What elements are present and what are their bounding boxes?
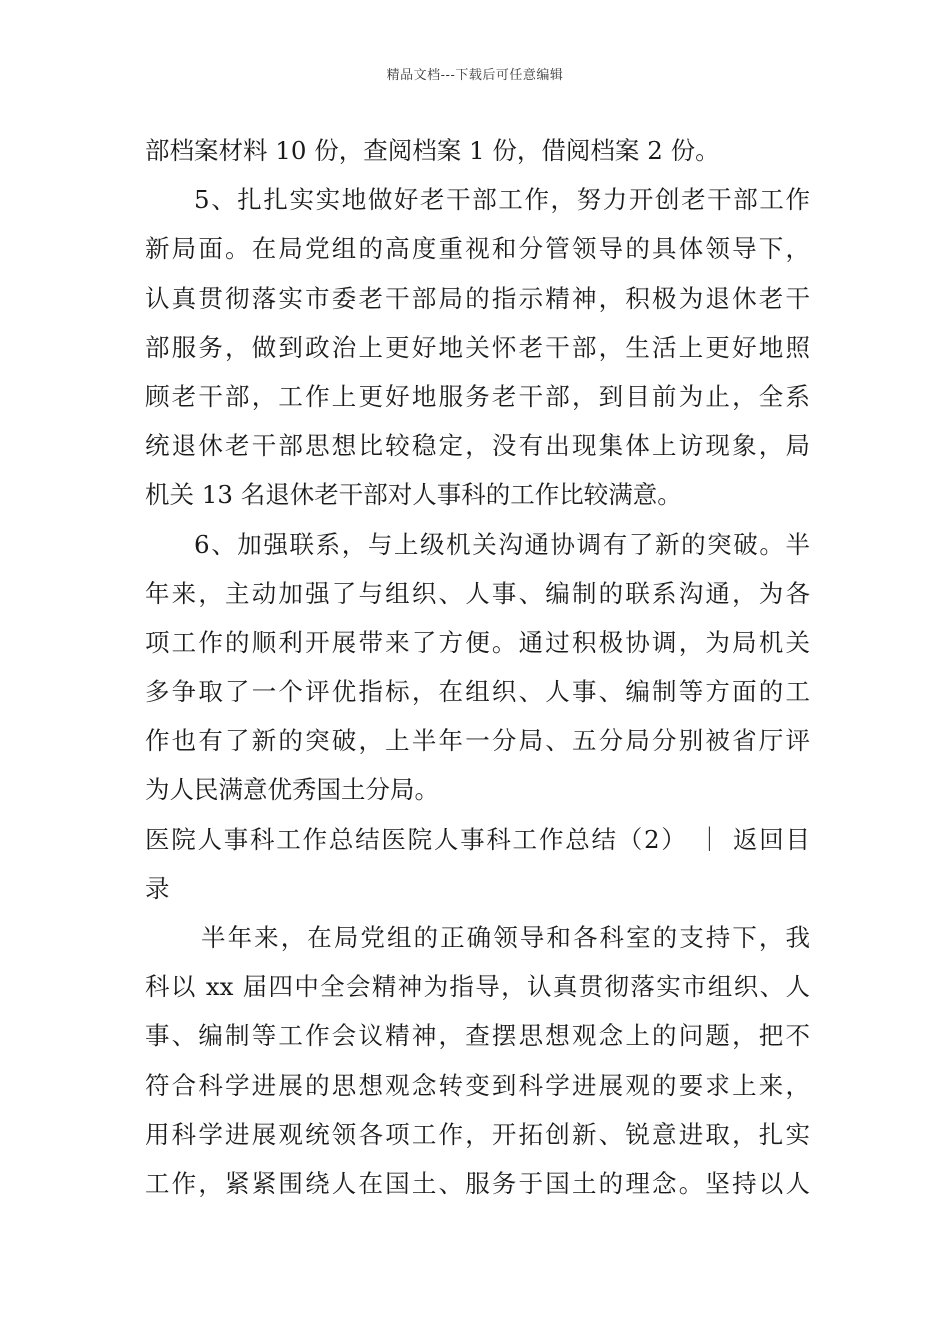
- text-line: 半年来，在局党组的正确领导和各科室的支持下，我: [201, 923, 810, 952]
- text-line: 符合科学进展的思想观念转变到科学进展观的要求上来，: [145, 1070, 810, 1100]
- text-line: 部服务，做到政治上更好地关怀老干部，生活上更好地照: [145, 332, 810, 362]
- text-line: 认真贯彻落实市委老干部局的指示精神，积极为退休老干: [145, 283, 810, 313]
- text-line: 新局面。在局党组的高度重视和分管领导的具体领导下，: [145, 234, 810, 264]
- text-line: 年来，主动加强了与组织、人事、编制的联系沟通，为各: [145, 578, 810, 608]
- text-line: 多争取了一个评优指标，在组织、人事、编制等方面的工: [145, 677, 810, 707]
- document-body: [145, 126, 810, 1208]
- text-line: 作也有了新的突破，上半年一分局、五分局分别被省厅评: [145, 726, 810, 756]
- text-line: 项工作的顺利开展带来了方便。通过积极协调，为局机关: [145, 627, 810, 657]
- text-line: 科以 xx 届四中全会精神为指导，认真贯彻落实市组织、人: [145, 972, 810, 1002]
- section-heading-link[interactable]: 医院人事科工作总结医院人事科工作总结（2） ｜ 返回目: [145, 824, 810, 854]
- section-heading-link[interactable]: 录: [145, 873, 170, 903]
- text-line: 机关 13 名退休老干部对人事科的工作比较满意。: [145, 480, 682, 510]
- page-header: 精品文档---下载后可任意编辑: [386, 68, 564, 83]
- text-line: 部档案材料 10 份，查阅档案 1 份，借阅档案 2 份。: [145, 136, 720, 165]
- text-line: 顾老干部，工作上更好地服务老干部，到目前为止，全系: [145, 381, 810, 411]
- text-line: 6、加强联系，与上级机关沟通协调有了新的突破。半: [194, 529, 810, 559]
- text-line: 用科学进展观统领各项工作，开拓创新、锐意进取，扎实: [145, 1119, 810, 1149]
- text-line: 统退休老干部思想比较稳定，没有出现集体上访现象，局: [145, 431, 810, 461]
- text-line: 为人民满意优秀国土分局。: [145, 775, 439, 805]
- text-line: 事、编制等工作会议精神，查摆思想观念上的问题，把不: [145, 1021, 810, 1051]
- text-line: 5、扎扎实实地做好老干部工作，努力开创老干部工作: [194, 185, 810, 215]
- text-line: 工作，紧紧围绕人在国土、服务于国土的理念。坚持以人: [145, 1168, 810, 1198]
